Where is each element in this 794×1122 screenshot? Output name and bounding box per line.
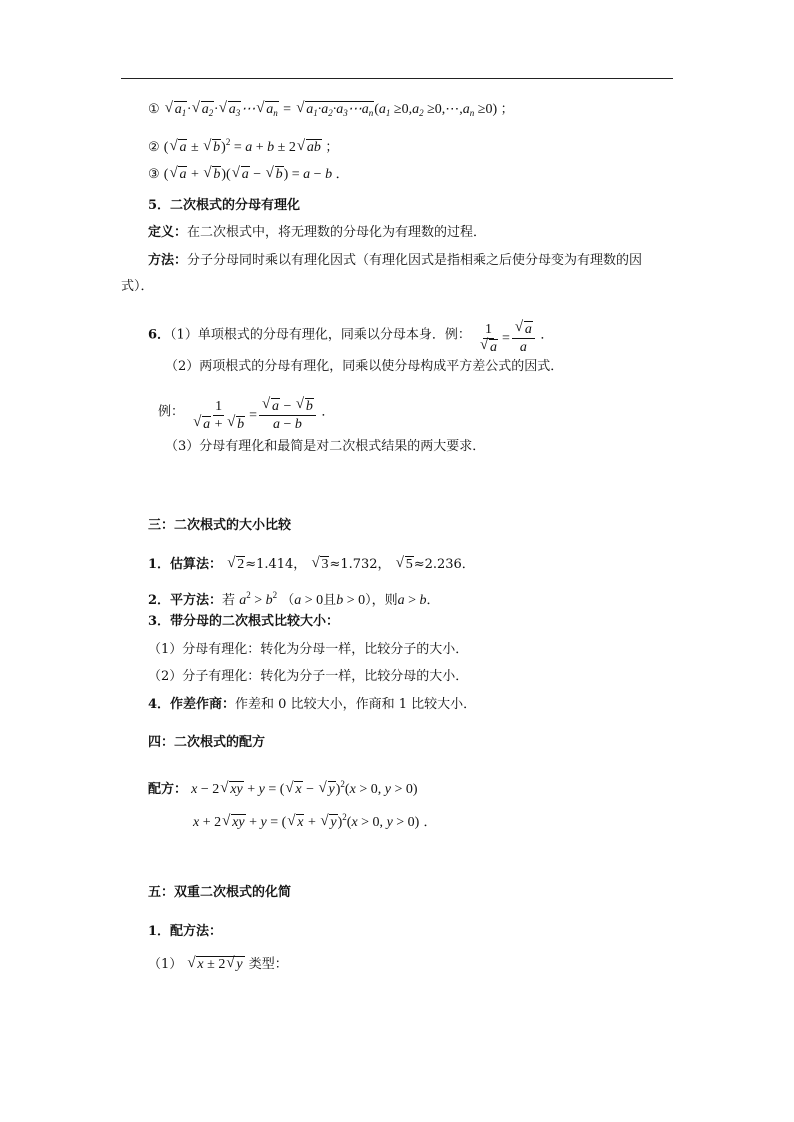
estimate-values: √ 2 <box>227 555 245 572</box>
compare-4 <box>148 696 476 714</box>
compare-4-text: 作差和 0 比较大小，作商和 1 比较大小． <box>235 697 477 712</box>
method-label: 方法： <box>148 253 188 268</box>
method-line-cont: 式）． <box>121 279 154 294</box>
formula-difference-of-squares: ( √ a + √ b)( √ a − √ b) = a − b <box>163 165 336 182</box>
formula-line-1 <box>148 101 514 122</box>
definition-label: 定义： <box>148 225 188 240</box>
formula-product-of-roots: √ $a_1\cdot$ √ $a_2\cdot$ √ $a_3\cdots$ √ $a_n$ = √ $a_1\cdot a_2\cdot a_3\cdots a_n(a_1 \ge 0,a_2$ $\ge 0,\cdots,a_n \ge 0$) <box>164 100 498 118</box>
item-number: ② <box>148 140 160 155</box>
punct: ； <box>500 102 514 117</box>
section-6-item-2: （2）两项根式的分母有理化，同乘以使分母构成平方差公式的因式． <box>165 359 564 374</box>
punct: ； <box>325 140 339 155</box>
punct: ． <box>321 404 335 420</box>
compare-2 <box>148 586 440 610</box>
estimate-sqrt2: ≈1.414， <box>245 557 307 572</box>
heading-5: 五：双重二次根式的化简 <box>148 885 292 900</box>
formula-line-3 <box>148 166 349 184</box>
conclusion: a > b <box>397 593 427 608</box>
section-6-1-text: （1）单项根式的分母有理化，同乘以分母本身．例： <box>170 327 471 343</box>
method-text: 分子分母同时乘以有理化因式（有理化因式是指相乘之后使分母变为有理数的因 <box>187 253 643 268</box>
compare-3-item-2: （2）分子有理化：转化为分子一样，比较分母的大小． <box>148 669 469 684</box>
item-number: ① <box>148 102 160 117</box>
double-radical-1-item <box>148 956 288 974</box>
section-5-title: 5．二次根式的分母有理化 <box>148 198 301 213</box>
condition-b: b > 0 <box>336 593 366 608</box>
method-line <box>148 252 642 270</box>
punct: ． <box>335 167 349 182</box>
heading-4: 四：二次根式的配方 <box>148 735 266 750</box>
condition-a: a > 0 <box>294 593 324 608</box>
section-6-number: 6． <box>148 327 171 343</box>
text: 若 <box>222 593 236 608</box>
header-rule <box>121 78 673 79</box>
item-number: （1） <box>148 957 183 972</box>
text: ），则 <box>365 593 398 608</box>
type-label: 类型： <box>248 957 288 972</box>
formula-square-of-sum: ( √ a ± √ b)$^2$ = a + b ± 2 √ ab <box>163 137 321 155</box>
estimate-sqrt3: ≈1.732， <box>329 557 391 572</box>
compare-2-label: 2．平方法： <box>148 593 223 608</box>
heading-3: 三：二次根式的大小比较 <box>148 518 292 533</box>
compare-1-label: 1．估算法： <box>148 557 223 572</box>
double-radical-1-label: 1．配方法： <box>148 924 223 939</box>
compare-1: 1．估算法： √ 2≈1.414， √ 3≈1.732， √ 5≈2.236． <box>148 555 475 572</box>
completing-square-2 <box>193 808 437 832</box>
compare-4-label: 4．作差作商： <box>148 697 236 712</box>
example-label: 例： <box>158 404 185 420</box>
item-number: ③ <box>148 167 160 182</box>
example-two-term: 1 √ a + √ b = √ a − √ b a − b <box>188 408 321 423</box>
text: 且 <box>323 593 337 608</box>
section-6-item-1 <box>148 318 553 353</box>
formula-line-2 <box>148 133 338 157</box>
punct: ． <box>540 327 554 343</box>
section-6-item-3: （3）分母有理化和最简是对二次根式结果的两大要求． <box>165 439 486 454</box>
section-6-item-2-example <box>158 395 334 430</box>
compare-3-item-1: （1）分母有理化：转化为分母一样，比较分子的大小． <box>148 642 469 657</box>
inequality-squares: $a^2 > b^2$ <box>239 590 278 608</box>
formula-minus: x − 2 √ xy + y = ( √ x − √ y)$^2$(x > 0, y > 0) <box>191 779 418 797</box>
text: （ <box>281 593 295 608</box>
completing-square-1 <box>148 775 418 799</box>
example-single-term: 1 √ a = √ a a <box>475 331 540 346</box>
estimate-sqrt5: ≈2.236． <box>413 557 475 572</box>
punct: ． <box>426 593 440 608</box>
nested-radical: √ x ± 2 √ y <box>187 955 243 972</box>
formula-plus: x + 2 √ xy + y = ( √ x + √ y)$^2$(x > 0, y > 0) <box>193 812 420 830</box>
punct: ． <box>423 815 437 830</box>
definition-text: 在二次根式中，将无理数的分母化为有理数的过程． <box>187 225 487 240</box>
completing-square-label: 配方： <box>148 782 188 797</box>
definition-line <box>148 224 486 242</box>
compare-3-label: 3．带分母的二次根式比较大小： <box>148 614 340 629</box>
